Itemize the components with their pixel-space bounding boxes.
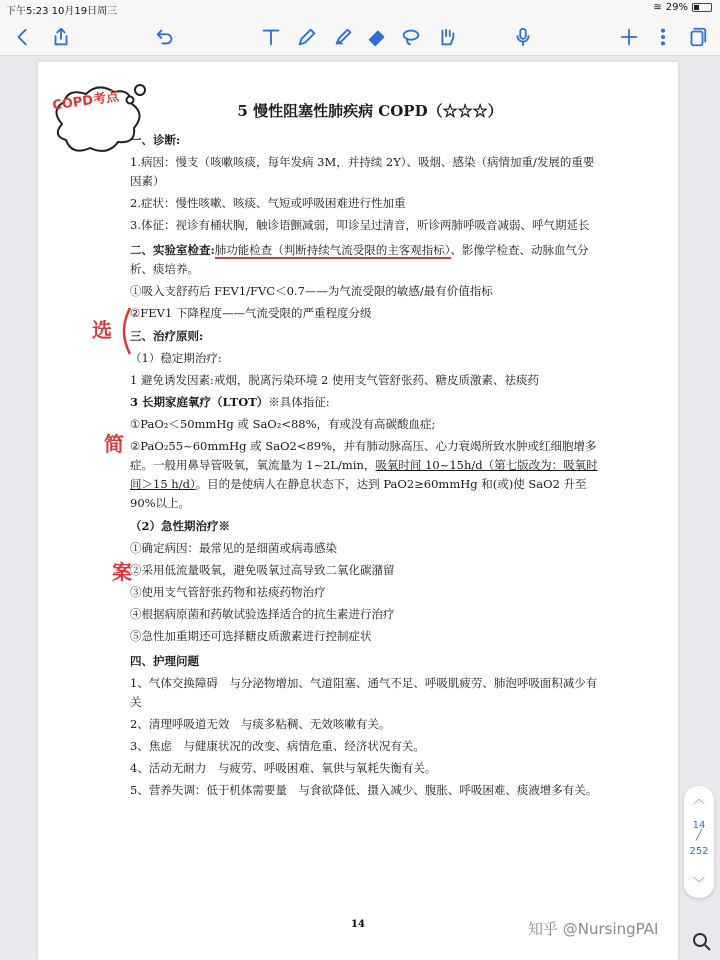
text-tool-icon[interactable] <box>258 24 284 50</box>
paragraph: ②PaO₂55~60mmHg 或 SaO2<89%，并有肺动脉高压、心力衰竭所致水肿或红细胞增多症。一般用鼻导管吸氧，氧流量为 1~2L/min，吸氧时间 10~15h/d（第七版改为：吸氧时间＞15 h/d）。目的是使病人在静息状态下，达到 PaO2≥60mmHg 和(或)使 SaO2 升至 90%以上。 <box>130 439 598 510</box>
lasso-icon[interactable] <box>398 24 424 50</box>
list-item: ①确定病因：最常见的是细菌或病毒感染 <box>130 541 337 555</box>
status-bar <box>0 0 720 18</box>
paragraph: 1.病因：慢支（咳嗽咳痰，每年发病 3M，并持续 2Y）、吸烟、感染（病情加重/发展的重要因素） <box>130 155 595 188</box>
undo-icon[interactable] <box>152 24 178 50</box>
watermark: 知乎 @NursingPAI <box>528 920 659 938</box>
pages-icon[interactable] <box>684 24 710 50</box>
paragraph-lab: 二、实验室检查:肺功能检查（判断持续气流受限的主客观指标）、影像学检查、动脉血气分析、痰培养。 <box>130 243 589 276</box>
paragraph: 1 避免诱发因素:戒烟，脱离污染环境 2 使用支气管舒张药、糖皮质激素、祛痰药 <box>130 373 539 387</box>
list-item: 2、清理呼吸道无效 与痰多粘稠、无效咳嗽有关。 <box>130 717 391 731</box>
list-item: ②采用低流量吸氧，避免吸氧过高导致二氧化碳潴留 <box>130 563 395 577</box>
list-item: 3、焦虑 与健康状况的改变、病情危重、经济状况有关。 <box>130 739 425 753</box>
list-item: ④根据病原菌和药敏试验选择适合的抗生素进行治疗 <box>130 607 395 621</box>
page-navigator[interactable] <box>684 786 714 898</box>
list-item: 5、营养失调：低于机体需要量 与食欲降低、摄入减少、腹胀、呼吸困难、痰液增多有关。 <box>130 783 598 797</box>
annotation-an: 案 <box>112 560 132 584</box>
list-item: ②FEV1 下降程度——气流受限的严重程度分级 <box>130 306 372 320</box>
subheading: （1）稳定期治疗: <box>130 351 222 365</box>
chevron-down-icon[interactable]: ﹀ <box>692 876 705 890</box>
list-item: ①吸入支舒药后 FEV1/FVC＜0.7——为气流受限的敏感/最有价值指标 <box>130 284 493 298</box>
paragraph: 3 长期家庭氧疗（LTOT）※具体指征: <box>130 395 330 409</box>
list-item: ③使用支气管舒张药物和祛痰药物治疗 <box>130 585 326 599</box>
page-separator: ╱ <box>695 830 703 841</box>
chevron-up-icon[interactable]: ︿ <box>692 792 705 806</box>
battery-icon <box>692 3 712 12</box>
toolbar <box>0 18 720 56</box>
page-title: 5 慢性阻塞性肺疾病 COPD（☆☆☆） <box>237 102 503 120</box>
subheading: （2）急性期治疗※ <box>130 519 231 533</box>
status-time: 下午5:23 10月19日周三 <box>6 6 118 17</box>
document-page <box>38 62 678 960</box>
status-right <box>653 2 712 13</box>
section-nursing-heading: 四、护理问题 <box>130 654 199 668</box>
highlighter-icon[interactable] <box>330 24 356 50</box>
page-number: 14 <box>351 919 365 930</box>
document-text <box>130 102 600 803</box>
back-icon[interactable] <box>10 24 36 50</box>
eraser-icon[interactable] <box>364 24 390 50</box>
list-item: 4、活动无耐力 与疲劳、呼吸困难、氧供与氧耗失衡有关。 <box>130 761 437 775</box>
total-pages: 252 <box>689 846 709 857</box>
shape-hand-icon[interactable] <box>434 24 460 50</box>
battery-percent: 29% <box>665 2 688 13</box>
sticker-label: COPD考点 <box>51 89 120 114</box>
wifi-icon: ≋ <box>653 2 662 13</box>
pen-icon[interactable] <box>294 24 320 50</box>
list-item: 1、气体交换障碍 与分泌物增加、气道阻塞、通气不足、呼吸肌疲劳、肺泡呼吸面积减少有关 <box>130 676 598 709</box>
list-item: ⑤急性加重期还可选择糖皮质激素进行控制症状 <box>130 629 372 643</box>
microphone-icon[interactable] <box>510 24 536 50</box>
zoom-search-icon[interactable] <box>690 930 714 954</box>
share-icon[interactable] <box>48 24 74 50</box>
paragraph: ①PaO₂＜50mmHg 或 SaO₂<88%，有或没有高碳酸血症; <box>130 417 436 431</box>
annotation-jian: 简 <box>104 432 124 456</box>
section-diagnosis-heading: 一、诊断: <box>130 133 181 147</box>
more-icon[interactable] <box>650 24 676 50</box>
current-page: 14 <box>692 820 706 831</box>
section-treatment-heading: 三、治疗原则: <box>130 329 204 343</box>
add-icon[interactable] <box>616 24 642 50</box>
red-underlined-text: 肺功能检查（判断持续气流受限的主客观指标） <box>214 243 451 257</box>
paragraph: 2.症状：慢性咳嗽、咳痰、气短或呼吸困难进行性加重 <box>130 196 406 210</box>
paragraph: 3.体征：视诊有桶状胸，触诊语颤减弱，叩诊呈过清音，听诊两肺呼吸音减弱、呼气期延长 <box>130 218 590 232</box>
annotation-xuan: 选 <box>92 318 112 342</box>
